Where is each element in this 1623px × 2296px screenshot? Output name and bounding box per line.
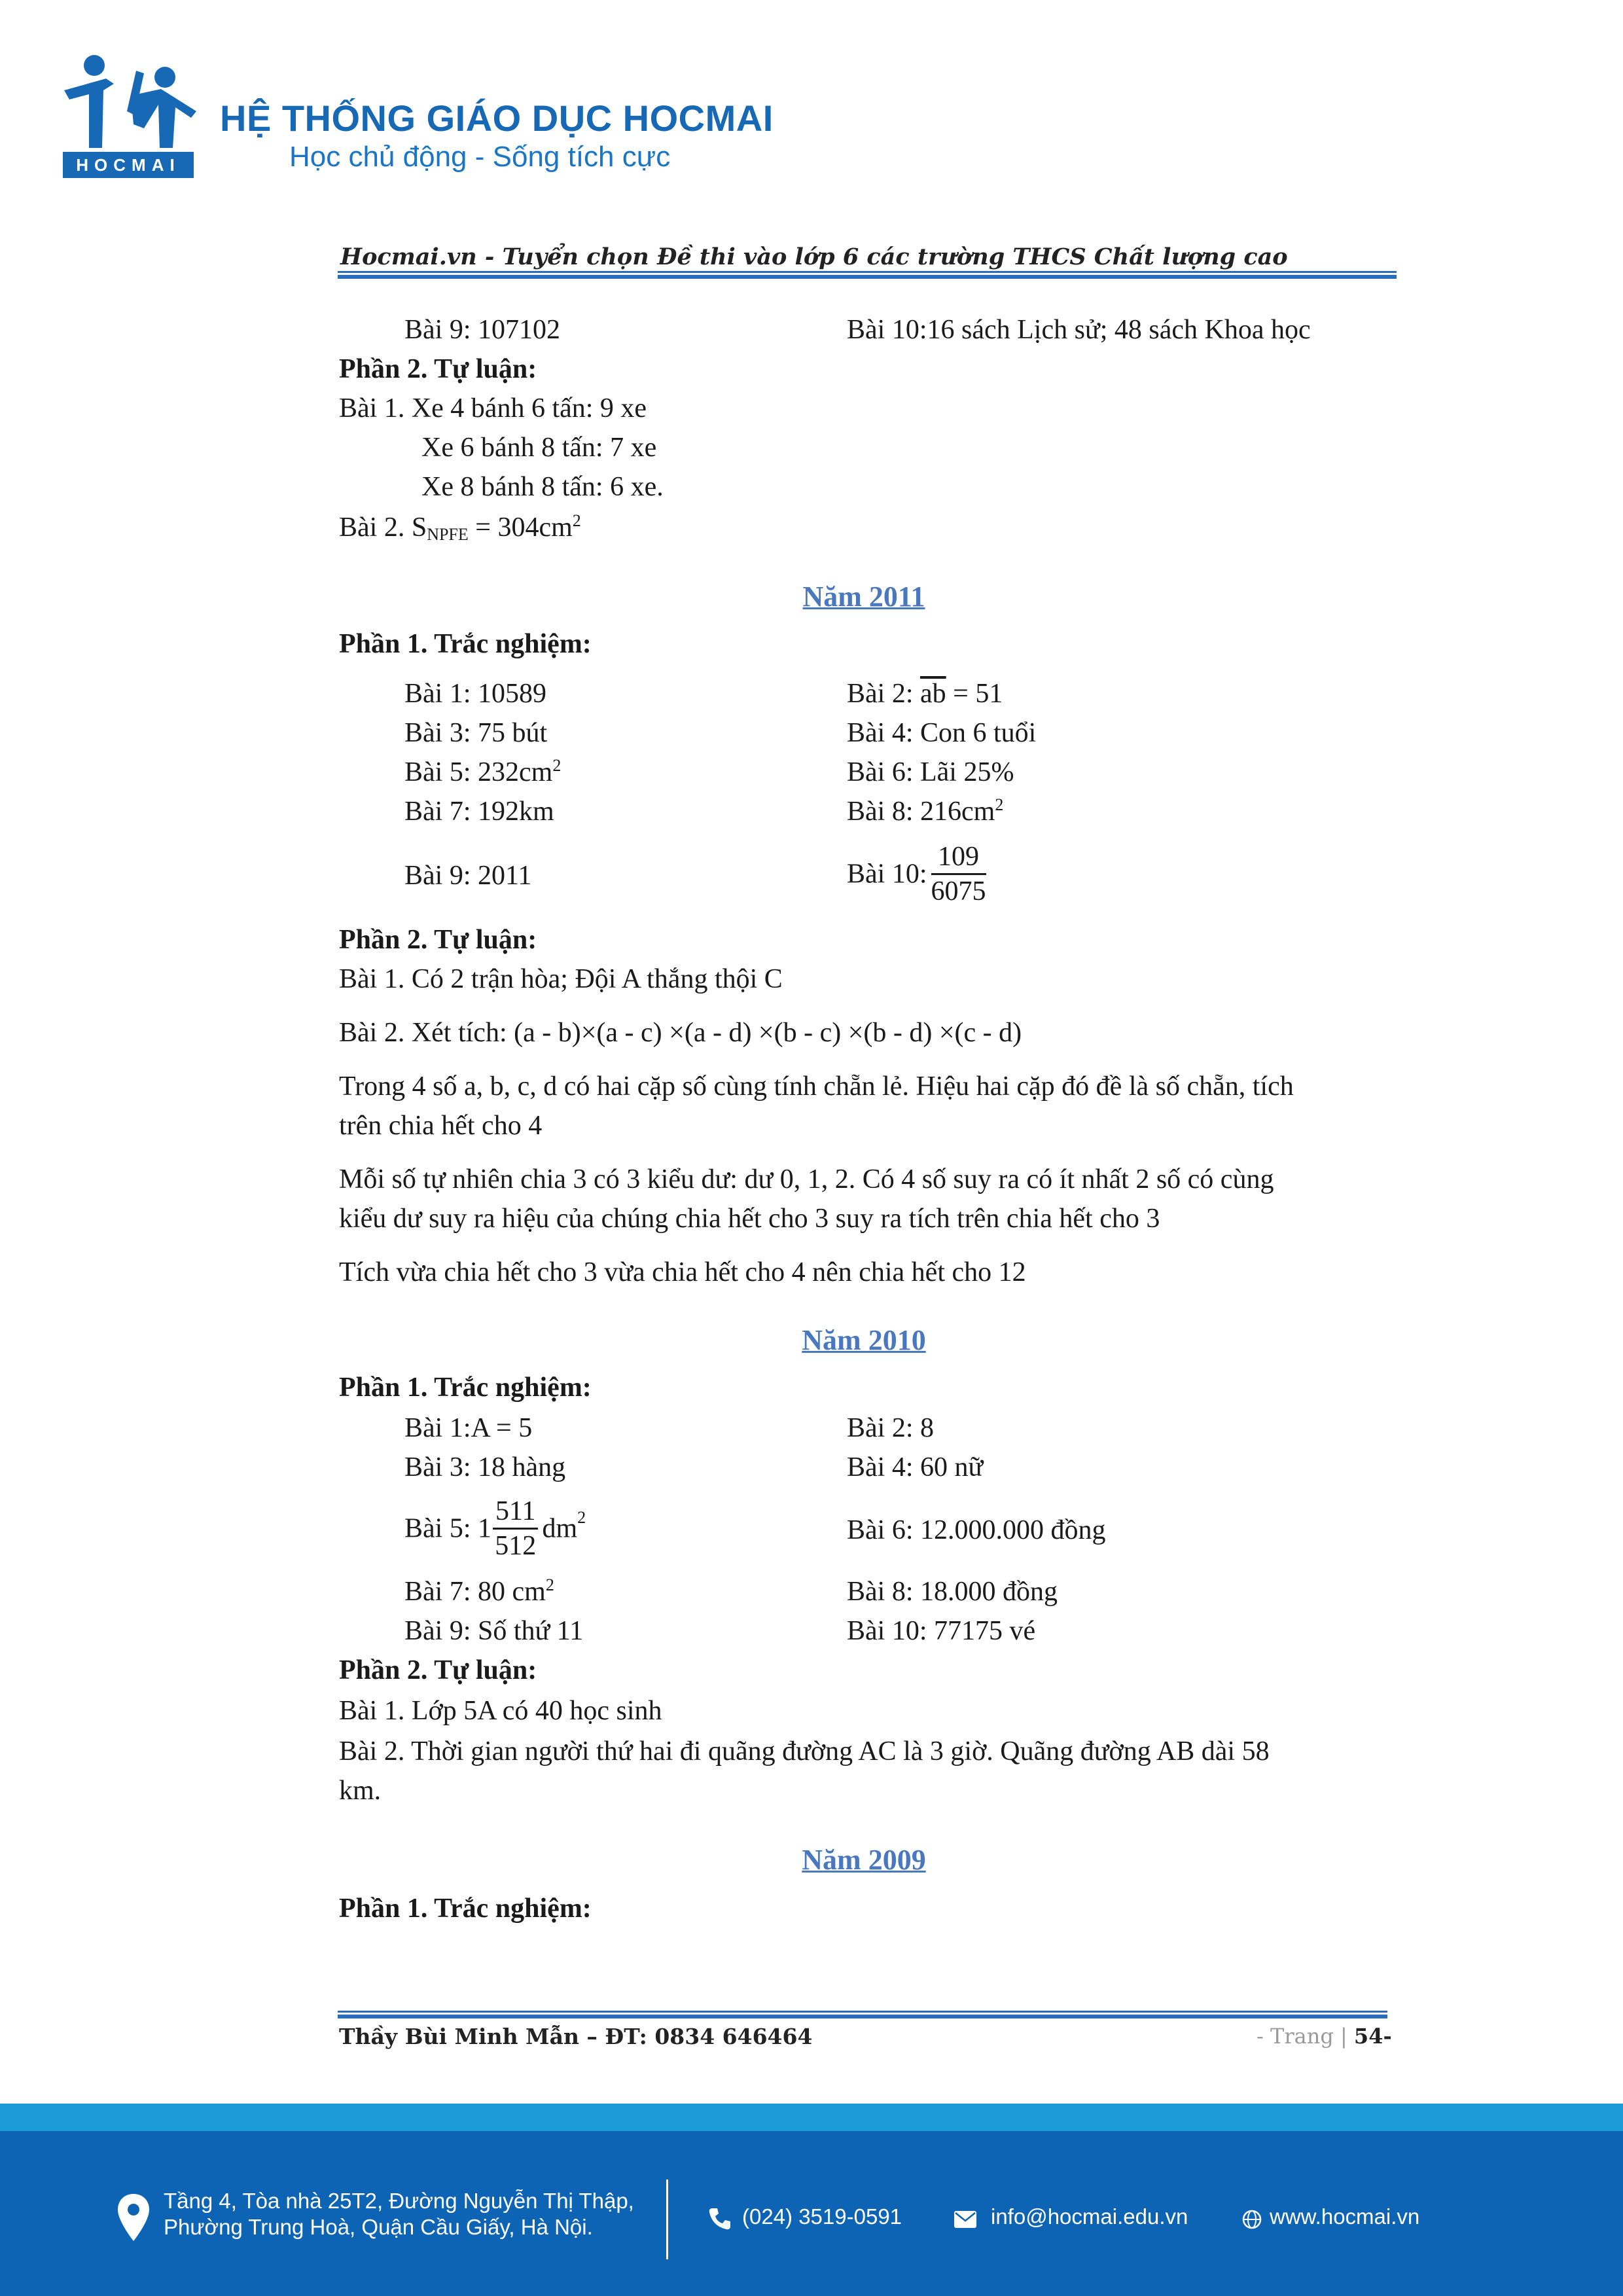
answer-bai9: Bài 9: 2011 xyxy=(404,861,532,891)
year-heading-2011: Năm 2011 xyxy=(802,581,925,613)
author-line: Thầy Bùi Minh Mẫn – ĐT: 0834 646464 xyxy=(339,2024,813,2049)
year-heading-2009: Năm 2009 xyxy=(802,1844,926,1876)
brand-title: HỆ THỐNG GIÁO DỤC HOCMAI xyxy=(220,98,774,139)
part2-heading: Phần 2. Tự luận: xyxy=(339,1655,537,1685)
answer-bai3: Bài 3: 75 bút xyxy=(404,718,548,748)
answer-bai3: Bài 3: 18 hàng xyxy=(404,1452,566,1482)
essay-line: km. xyxy=(339,1776,382,1806)
location-pin-icon xyxy=(116,2193,151,2242)
answer-bai9: Bài 9: 107102 xyxy=(404,315,560,345)
part1-heading: Phần 1. Trắc nghiệm: xyxy=(339,1372,592,1403)
answer-bai6: Bài 6: 12.000.000 đồng xyxy=(847,1515,1106,1545)
essay-line-area: Bài 2. $S_{NPFE} = 304cm^2$ xyxy=(339,511,581,544)
part2-heading: Phần 2. Tự luận: xyxy=(339,925,537,955)
answer-bai5: Bài 5: 1 $\frac{511}{512}$ $dm^2$ xyxy=(404,1496,586,1561)
answer-bai5: Bài 5: $232cm^2$ xyxy=(404,756,562,787)
email-address[interactable]: info@hocmai.edu.vn xyxy=(991,2204,1188,2229)
answer-bai2: Bài 2: $\overline{ab} = 51$ xyxy=(847,679,1003,709)
answer-bai4: Bài 4: 60 nữ xyxy=(847,1452,984,1482)
essay-line: Bài 1. Có 2 trận hòa; Đội A thắng thội C xyxy=(339,964,783,994)
answer-bai7: Bài 7: 80 $cm^2$ xyxy=(404,1575,554,1607)
part1-heading: Phần 1. Trắc nghiệm: xyxy=(339,629,592,659)
essay-line: Bài 2. Thời gian người thứ hai đi quãng đường AC là 3 giờ. Quãng đường AB dài 58 xyxy=(339,1736,1270,1767)
document-title: Hocmai.vn - Tuyển chọn Đề thi vào lớp 6 các trường THCS Chất lượng cao xyxy=(340,243,1288,270)
footer-band-light xyxy=(0,2104,1623,2131)
essay-paragraph: Trong 4 số a, b, c, d có hai cặp số cùng tính chẵn lẻ. Hiệu hai cặp đó đề là số chẵn, tích xyxy=(339,1071,1294,1102)
footer-divider xyxy=(666,2179,668,2259)
essay-paragraph: Mỗi số tự nhiên chia 3 có 3 kiểu dư: dư 0, 1, 2. Có 4 số suy ra có ít nhất 2 số có cùng xyxy=(339,1164,1274,1194)
phone-icon xyxy=(707,2206,733,2232)
essay-line: Xe 6 bánh 8 tấn: 7 xe xyxy=(421,433,657,463)
essay-paragraph: Tích vừa chia hết cho 3 vừa chia hết cho 4 nên chia hết cho 12 xyxy=(339,1257,1026,1287)
answer-bai6: Bài 6: Lãi 25% xyxy=(847,757,1014,787)
header-rule xyxy=(338,271,1397,279)
globe-icon xyxy=(1242,2210,1262,2229)
essay-paragraph: trên chia hết cho 4 xyxy=(339,1111,543,1141)
address-line: Tầng 4, Tòa nhà 25T2, Đường Nguyễn Thị Thập, xyxy=(164,2189,634,2213)
answer-bai10: Bài 10: 77175 vé xyxy=(847,1616,1036,1646)
answer-bai7: Bài 7: 192km xyxy=(404,797,554,827)
answer-bai1: Bài 1:A = 5 xyxy=(404,1413,533,1443)
phone-number[interactable]: (024) 3519-0591 xyxy=(742,2204,902,2229)
part1-heading: Phần 1. Trắc nghiệm: xyxy=(339,1893,592,1924)
logo-text: HOCMAI xyxy=(76,155,181,175)
email-icon xyxy=(954,2211,976,2228)
answer-bai10: Bài 10:16 sách Lịch sử; 48 sách Khoa học xyxy=(847,315,1311,345)
address-line: Phường Trung Hoà, Quận Cầu Giấy, Hà Nội. xyxy=(164,2215,593,2239)
answer-bai10: Bài 10: $\frac{109}{6075}$ xyxy=(847,842,986,906)
essay-line: Bài 1. Lớp 5A có 40 học sinh xyxy=(339,1696,662,1726)
essay-line: Xe 8 bánh 8 tấn: 6 xe. xyxy=(421,472,664,502)
essay-line: Bài 1. Xe 4 bánh 6 tấn: 9 xe xyxy=(339,393,647,423)
answer-bai1: Bài 1: 10589 xyxy=(404,679,546,709)
answer-bai2: Bài 2: 8 xyxy=(847,1413,934,1443)
website-link[interactable]: www.hocmai.vn xyxy=(1270,2204,1420,2229)
fraction: $\frac{511}{512}$ xyxy=(493,1495,538,1562)
year-heading-2010: Năm 2010 xyxy=(802,1324,926,1356)
essay-paragraph: kiểu dư suy ra hiệu của chúng chia hết cho 3 suy ra tích trên chia hết cho 3 xyxy=(339,1204,1160,1234)
hocmai-logo xyxy=(63,51,198,179)
part2-heading: Phần 2. Tự luận: xyxy=(339,354,537,384)
essay-line: Bài 2. Xét tích: (a - b)×(a - c) ×(a - d) ×(b - c) ×(b - d) ×(c - d) xyxy=(339,1018,1022,1048)
fraction: $\frac{109}{6075}$ xyxy=(931,842,986,906)
answer-bai9: Bài 9: Số thứ 11 xyxy=(404,1616,584,1646)
page-number: - Trang | 54- xyxy=(1257,2024,1392,2049)
brand-slogan: Học chủ động - Sống tích cực xyxy=(289,141,671,173)
answer-bai8: Bài 8: 18.000 đồng xyxy=(847,1577,1058,1607)
answer-bai4: Bài 4: Con 6 tuổi xyxy=(847,718,1037,748)
footer-rule xyxy=(338,2011,1387,2018)
answer-bai8: Bài 8: $216cm^2$ xyxy=(847,795,1004,827)
